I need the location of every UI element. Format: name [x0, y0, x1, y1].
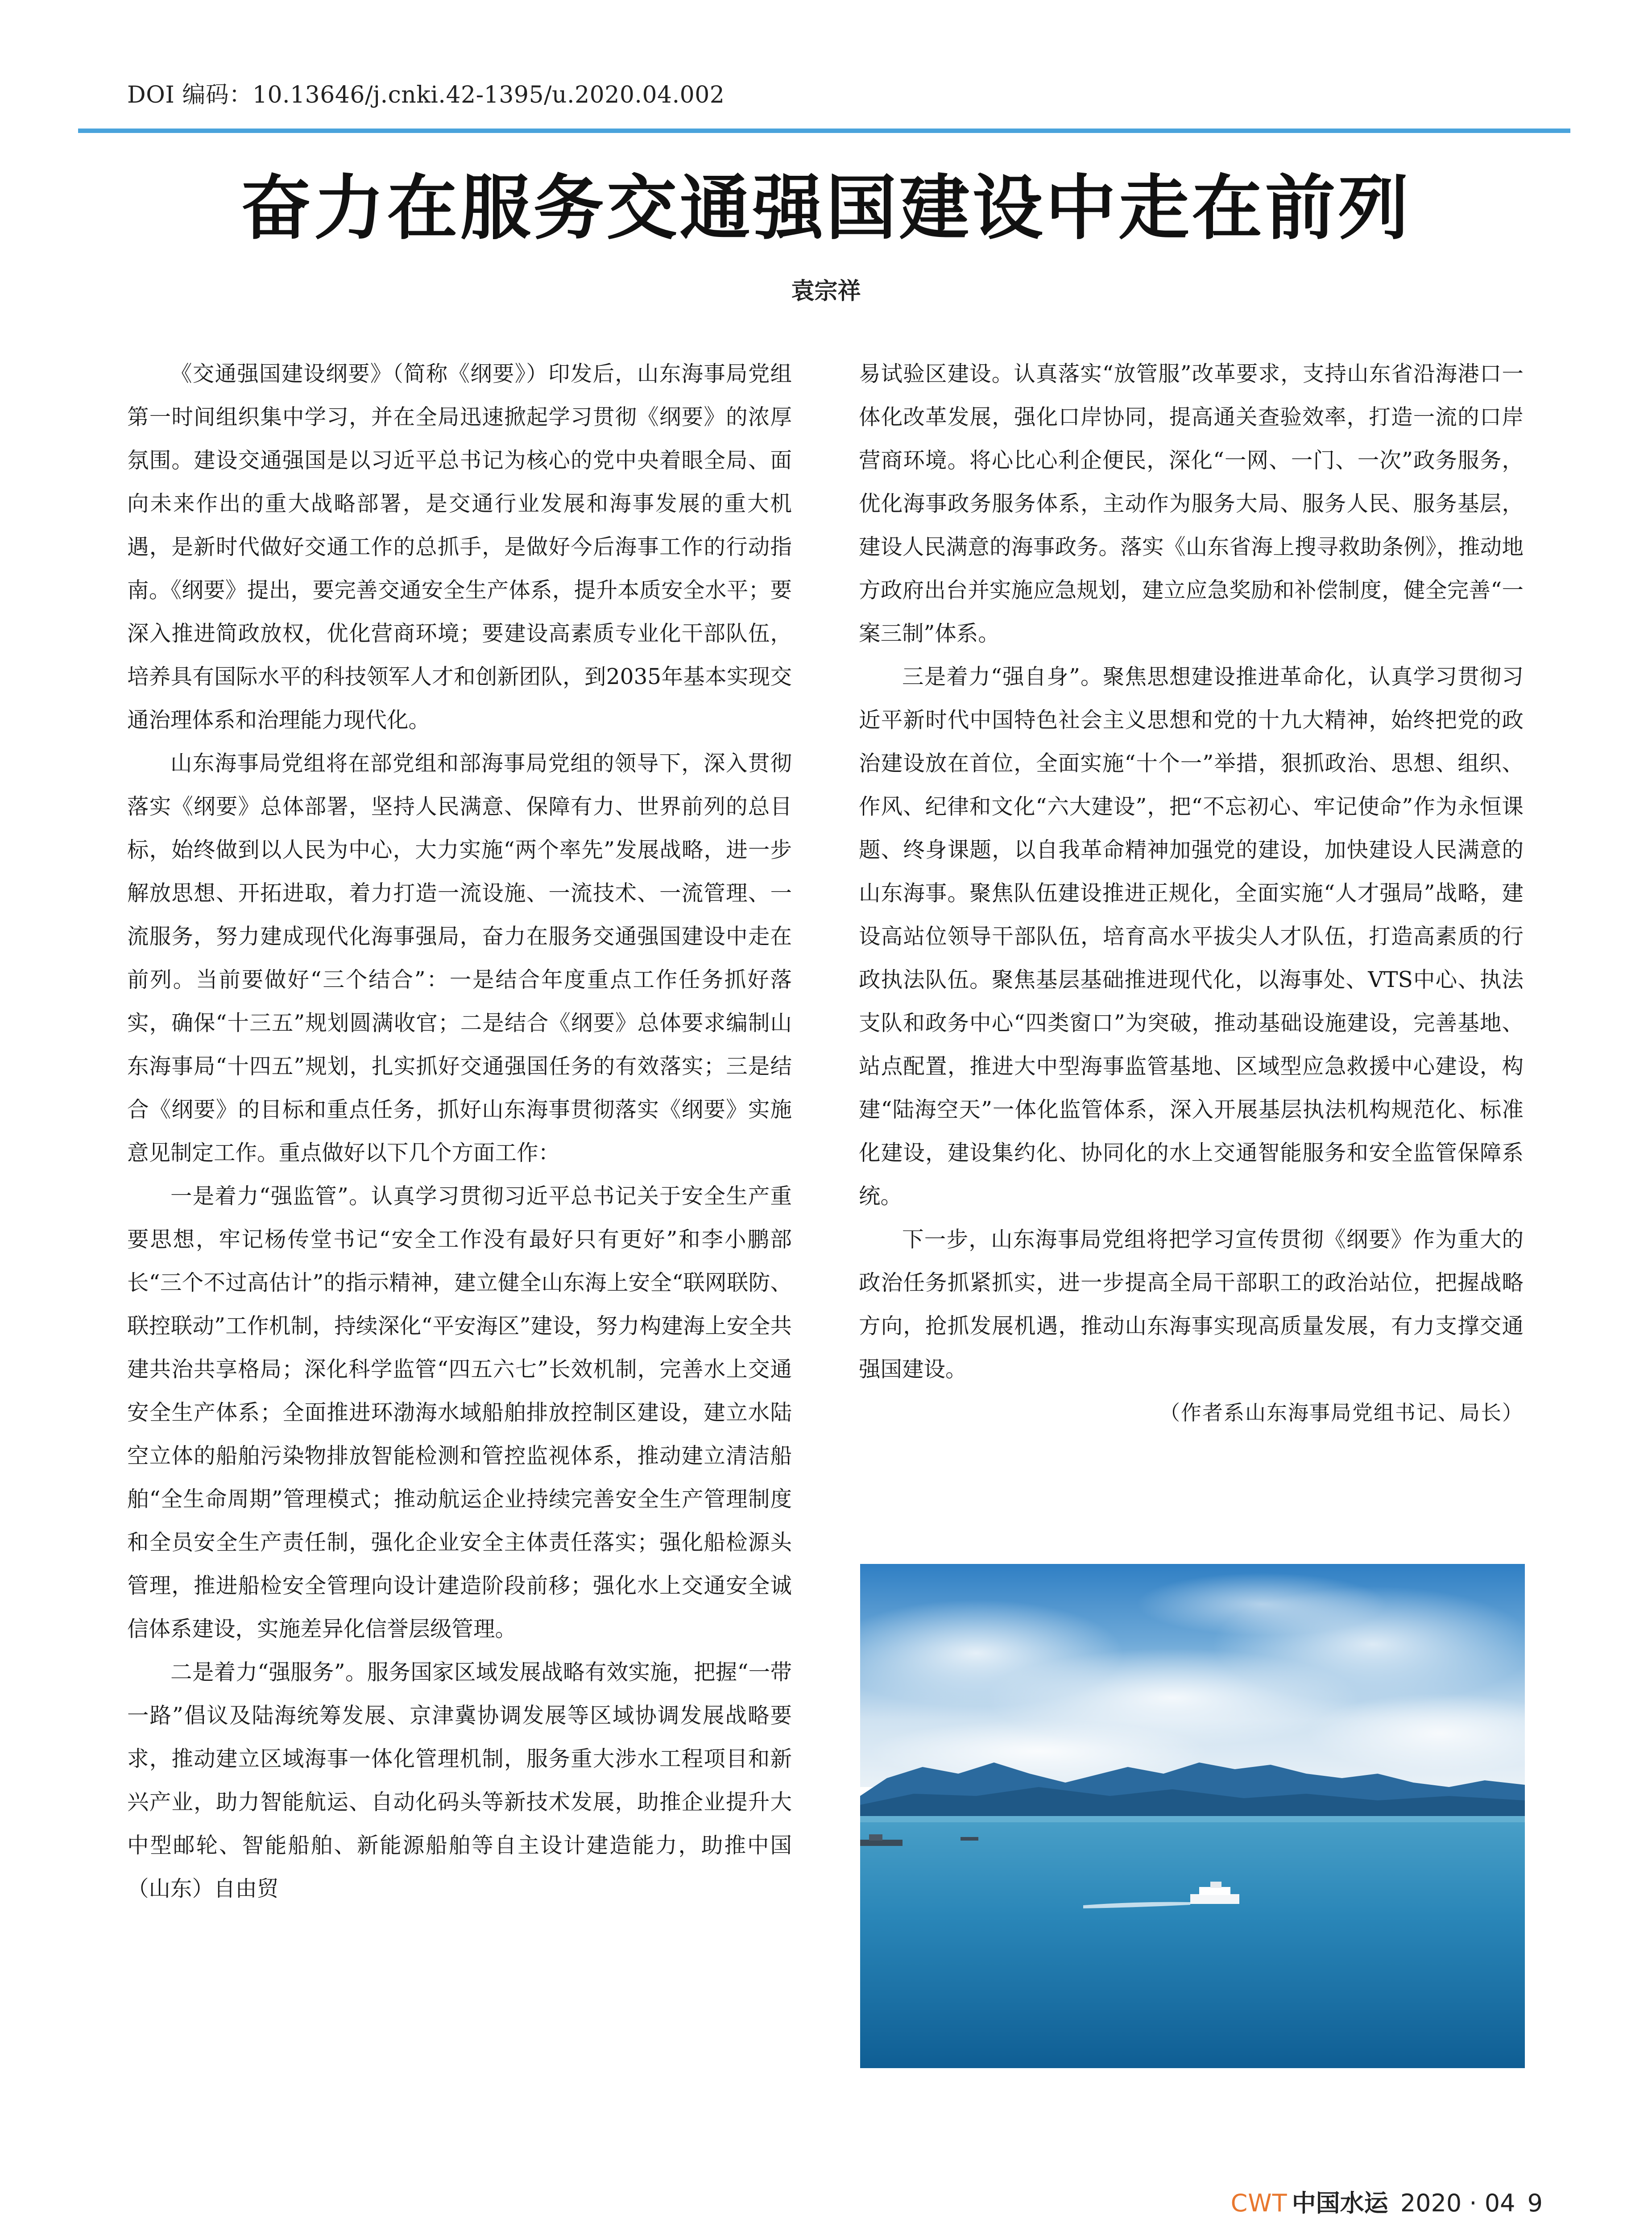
paragraph: 山东海事局党组将在部党组和部海事局党组的领导下，深入贯彻落实《纲要》总体部署，坚持人民满意、保障有力、世界前列的总目标，始终做到以人民为中心，大力实施“两个率先”发展战略，进一步解放思想、开拓进取，着力打造一流设施、一流技术、一流管理、一流服务，努力建成现代化海事强局，奋力在服务交通强国建设中走在前列。当前要做好“三个结合”：一是结合年度重点工作任务抓好落实，确保“十三五”规划圆满收官；二是结合《纲要》总体要求编制山东海事局“十四五”规划，扎实抓好交通强国任务的有效落实；三是结合《纲要》的目标和重点任务，抓好山东海事贯彻落实《纲要》实施意见制定工作。重点做好以下几个方面工作：: [127, 751, 792, 1165]
sea-photo: [860, 1564, 1525, 2068]
author-note: （作者系山东海事局党组书记、局长）: [1159, 1401, 1524, 1425]
sea-landscape-image: [860, 1564, 1525, 2068]
paragraph: 《交通强国建设纲要》（简称《纲要》）印发后，山东海事局党组第一时间组织集中学习，并在全局迅速掀起学习贯彻《纲要》的浓厚氛围。建设交通强国是以习近平总书记为核心的党中央着眼全局、面向未来作出的重大战略部署，是交通行业发展和海事发展的重大机遇，是新时代做好交通工作的总抓手，是做好今后海事工作的行动指南。《纲要》提出，要完善交通安全生产体系，提升本质安全水平；要深入推进简政放权，优化营商环境；要建设高素质专业化干部队伍，培养具有国际水平的科技领军人才和创新团队，到2035年基本实现交通治理体系和治理能力现代化。: [127, 361, 792, 733]
issue-number: 2020 · 04: [1400, 2189, 1515, 2217]
paragraph: 下一步，山东海事局党组将把学习宣传贯彻《纲要》作为重大的政治任务抓紧抓实，进一步提高全局干部职工的政治站位，把握战略方向，抢抓发展机遇，推动山东海事实现高质量发展，有力支撑交通强国建设。: [859, 1227, 1524, 1382]
cwt-logo: CWT: [1230, 2189, 1288, 2217]
paragraph: 二是着力“强服务”。服务国家区域发展战略有效实施，把握“一带一路”倡议及陆海统筹发展、京津冀协调发展等区域协调发展战略要求，推动建立区域海事一体化管理机制，服务重大涉水工程项目和新兴产业，助力智能航运、自动化码头等新技术发展，助推企业提升大中型邮轮、智能船舶、新能源船舶等自主设计建造能力，助推中国（山东）自由贸: [127, 1660, 792, 1901]
paragraph-continuation: 易试验区建设。认真落实“放管服”改革要求，支持山东省沿海港口一体化改革发展，强化口岸协同，提高通关查验效率，打造一流的口岸营商环境。将心比心利企便民，深化“一网、一门、一次”政务服务，优化海事政务服务体系，主动作为服务大局、服务人民、服务基层，建设人民满意的海事政务。落实《山东省海上搜寻救助条例》，推动地方政府出台并实施应急规划，建立应急奖励和补偿制度，健全完善“一案三制”体系。: [859, 361, 1524, 646]
page-footer: [1231, 2184, 1547, 2219]
header-divider: [78, 129, 1570, 133]
magazine-name: 中国水运: [1292, 2189, 1388, 2217]
paragraph: 三是着力“强自身”。聚焦思想建设推进革命化，认真学习贯彻习近平新时代中国特色社会主义思想和党的十九大精神，始终把党的政治建设放在首位，全面实施“十个一”举措，狠抓政治、思想、组织、作风、纪律和文化“六大建设”，把“不忘初心、牢记使命”作为永恒课题、终身课题，以自我革命精神加强党的建设，加快建设人民满意的山东海事。聚焦队伍建设推进正规化，全面实施“人才强局”战略，建设高站位领导干部队伍，培育高水平拔尖人才队伍，打造高素质的行政执法队伍。聚焦基层基础推进现代化，以海事处、VTS中心、执法支队和政务中心“四类窗口”为突破，推动基础设施建设，完善基地、站点配置，推进大中型海事监管基地、区域型应急救援中心建设，构建“陆海空天”一体化监管体系，深入开展基层执法机构规范化、标准化建设，建设集约化、协同化的水上交通智能服务和安全监管保障系统。: [859, 664, 1524, 1209]
page-number: 9: [1527, 2189, 1543, 2217]
left-column: [127, 352, 792, 1911]
right-column: [859, 352, 1524, 1435]
article-author: 袁宗祥: [791, 278, 861, 305]
doi-code: DOI 编码：10.13646/j.cnki.42-1395/u.2020.04.002: [127, 82, 725, 108]
article-title: 奋力在服务交通强国建设中走在前列: [240, 167, 1412, 249]
paragraph: 一是着力“强监管”。认真学习贯彻习近平总书记关于安全生产重要思想，牢记杨传堂书记“安全工作没有最好只有更好”和李小鹏部长“三个不过高估计”的指示精神，建立健全山东海上安全“联网联防、联控联动”工作机制，持续深化“平安海区”建设，努力构建海上安全共建共治共享格局；深化科学监管“四五六七”长效机制，完善水上交通安全生产体系；全面推进环渤海水域船舶排放控制区建设，建立水陆空立体的船舶污染物排放智能检测和管控监视体系，推动建立清洁船舶“全生命周期”管理模式；推动航运企业持续完善安全生产管理制度和全员安全生产责任制，强化企业安全主体责任落实；强化船检源头管理，推进船检安全管理向设计建造阶段前移；强化水上交通安全诚信体系建设，实施差异化信誉层级管理。: [127, 1184, 792, 1642]
